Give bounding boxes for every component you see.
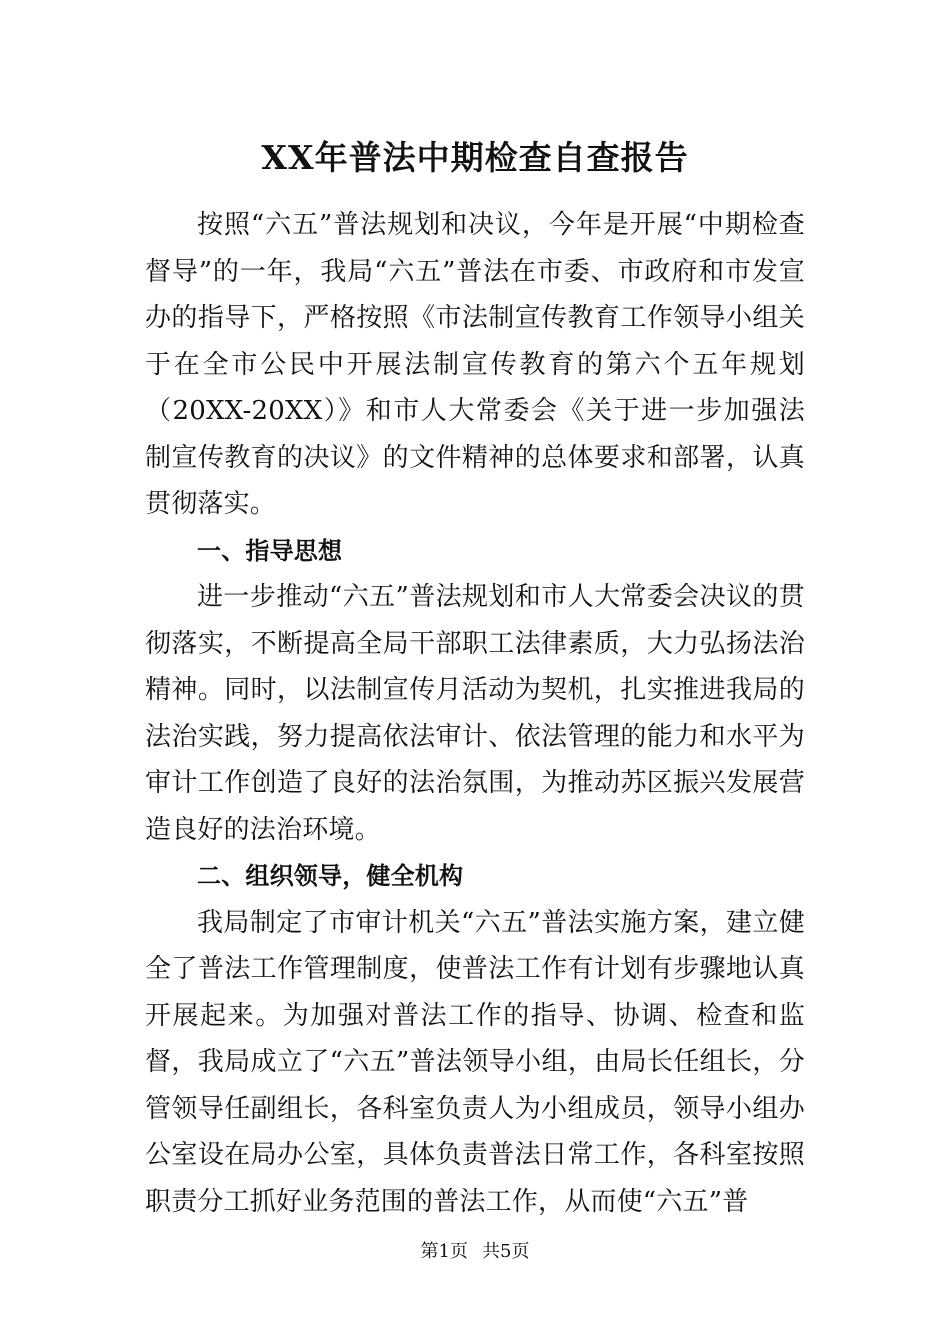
section-heading-guiding-thought: 一、指导思想 (197, 536, 343, 565)
document-title: XX年普法中期检查自查报告 (261, 138, 689, 177)
section-heading-organization: 二、组织领导，健全机构 (197, 862, 464, 890)
paragraph-guiding-thought: 进一步推动“六五”普法规划和市人大常委会决议的贯彻落实，不断提高全局干部职工法律素质，大力弘扬法治精神。同时，以法制宣传月活动为契机，扎实推进我局的法治实践，努力提高依法审计、依法管理的能力和水平为审计工作创造了良好的法治氛围，为推动苏区振兴发展营造良好的法治环境。 (145, 582, 805, 845)
paragraph-organization: 我局制定了市审计机关“六五”普法实施方案，建立健全了普法工作管理制度，使普法工作有计划有步骤地认真开展起来。为加强对普法工作的指导、协调、检查和监督，我局成立了“六五”普法领导小组，由局长任组长，分管领导任副组长，各科室负责人为小组成员，领导小组办公室设在局办公室，具体负责普法日常工作，各科室按照职责分工抓好业务范围的普法工作，从而使“六五”普 (145, 907, 805, 1217)
page-footer (0, 1240, 950, 1264)
page-total: 共5页 (482, 1241, 530, 1262)
page-number: 第1页 (420, 1241, 468, 1262)
paragraph-intro: 按照“六五”普法规划和决议，今年是开展“中期检查督导”的一年，我局“六五”普法在市委、市政府和市发宣办的指导下，严格按照《市法制宣传教育工作领导小组关于在全市公民中开展法制宣传教育的第六个五年规划（20XX-20XX）》和市人大常委会《关于进一步加强法制宣传教育的决议》的文件精神的总体要求和部署，认真贯彻落实。 (145, 210, 805, 519)
document-body (145, 202, 805, 1225)
